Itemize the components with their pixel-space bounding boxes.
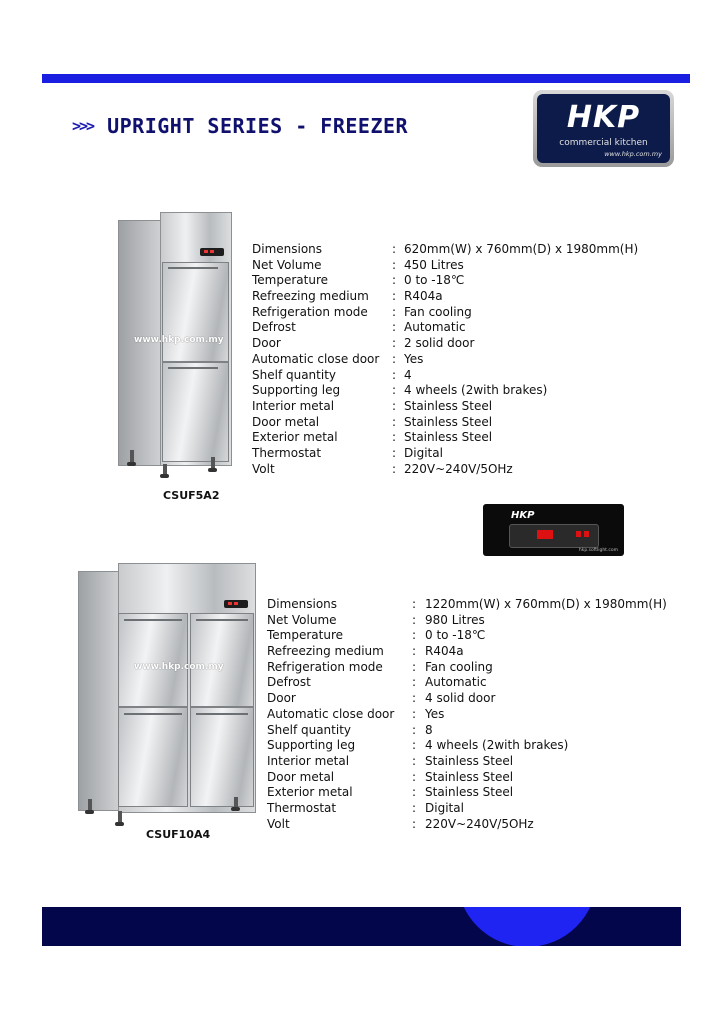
spec-row <box>267 644 667 660</box>
spec-value: 4 wheels (2with brakes) <box>404 383 548 398</box>
spec-label: Door <box>267 691 296 706</box>
thermostat-panel-image <box>483 504 624 556</box>
spec-row <box>267 613 667 629</box>
spec-row <box>267 738 667 754</box>
spec-separator: : <box>412 738 417 753</box>
spec-value: R404a <box>425 644 464 659</box>
spec-row <box>252 446 638 462</box>
spec-separator: : <box>392 336 397 351</box>
spec-label: Defrost <box>267 675 311 690</box>
spec-list <box>252 242 638 477</box>
page-title: UPRIGHT SERIES - FREEZER <box>107 114 409 138</box>
spec-label: Dimensions <box>252 242 323 256</box>
spec-row <box>252 242 638 258</box>
spec-value: 4 solid door <box>425 691 496 706</box>
spec-separator: : <box>392 351 397 366</box>
spec-row <box>252 399 638 415</box>
spec-label: Refreezing medium <box>267 644 384 659</box>
spec-separator: : <box>412 769 417 784</box>
spec-row <box>252 305 638 321</box>
display-panel-icon <box>200 248 224 256</box>
spec-label: Thermostat <box>252 445 322 460</box>
spec-separator: : <box>412 722 417 737</box>
spec-row <box>252 289 638 305</box>
hkp-logo <box>533 90 674 167</box>
display-panel-icon <box>224 600 248 608</box>
spec-separator: : <box>412 753 417 768</box>
spec-separator: : <box>392 367 397 382</box>
thermostat-brand: HKP <box>511 510 535 521</box>
spec-value: Automatic <box>425 675 487 690</box>
spec-value: Yes <box>425 706 445 721</box>
spec-row <box>252 258 638 274</box>
spec-row <box>252 273 638 289</box>
spec-value: 980 Litres <box>425 612 485 627</box>
spec-value: 0 to -18℃ <box>425 628 486 643</box>
logo-url: www.hkp.com.my <box>604 150 662 158</box>
spec-value: Automatic <box>404 320 466 335</box>
spec-separator: : <box>392 304 397 319</box>
spec-value: R404a <box>404 289 443 304</box>
spec-row <box>267 628 667 644</box>
spec-label: Thermostat <box>267 800 337 815</box>
thermostat-url: hkp.softlight.com <box>578 548 618 553</box>
model-name: CSUF5A2 <box>163 489 220 502</box>
spec-separator: : <box>392 398 397 413</box>
watermark-text: www.hkp.com.my <box>134 335 224 345</box>
spec-row <box>267 770 667 786</box>
spec-label: Exterior metal <box>267 785 353 800</box>
spec-label: Supporting leg <box>252 383 341 398</box>
spec-row <box>267 785 667 801</box>
spec-label: Defrost <box>252 320 296 335</box>
spec-separator: : <box>392 461 397 476</box>
spec-value: 8 <box>425 722 433 737</box>
spec-separator: : <box>412 800 417 815</box>
spec-value: Fan cooling <box>425 659 493 674</box>
spec-label: Dimensions <box>267 597 338 611</box>
spec-separator: : <box>412 659 417 674</box>
spec-value: 450 Litres <box>404 257 464 272</box>
spec-label: Door <box>252 336 281 351</box>
spec-label: Net Volume <box>252 257 322 272</box>
chevron-icon: >>> <box>72 117 94 135</box>
spec-value: Stainless Steel <box>404 430 493 445</box>
spec-value: 220V~240V/5OHz <box>425 816 534 831</box>
spec-row <box>267 597 667 613</box>
spec-separator: : <box>392 430 397 445</box>
spec-label: Temperature <box>252 273 329 288</box>
spec-value: 4 wheels (2with brakes) <box>425 738 569 753</box>
spec-row <box>252 336 638 352</box>
spec-row <box>252 368 638 384</box>
spec-row <box>252 415 638 431</box>
spec-row <box>252 320 638 336</box>
spec-value: 1220mm(W) x 760mm(D) x 1980mm(H) <box>425 597 667 611</box>
spec-value: Stainless Steel <box>404 414 493 429</box>
spec-row <box>267 660 667 676</box>
spec-separator: : <box>392 289 397 304</box>
spec-row <box>252 462 638 478</box>
spec-value: Stainless Steel <box>425 785 514 800</box>
spec-separator: : <box>392 383 397 398</box>
spec-separator: : <box>412 597 417 611</box>
spec-value: 0 to -18℃ <box>404 273 465 288</box>
spec-label: Refrigeration mode <box>267 659 383 674</box>
watermark-text: www.hkp.com.my <box>134 662 224 672</box>
spec-row <box>267 723 667 739</box>
spec-value: Digital <box>425 800 464 815</box>
spec-separator: : <box>392 242 397 256</box>
spec-label: Net Volume <box>267 612 337 627</box>
spec-label: Automatic close door <box>267 706 395 721</box>
spec-row <box>267 754 667 770</box>
spec-separator: : <box>412 706 417 721</box>
spec-separator: : <box>392 273 397 288</box>
model-name: CSUF10A4 <box>146 828 211 841</box>
spec-value: Stainless Steel <box>425 769 514 784</box>
top-divider-bar <box>42 74 690 83</box>
spec-label: Interior metal <box>252 398 335 413</box>
spec-value: Digital <box>404 445 443 460</box>
spec-separator: : <box>412 628 417 643</box>
logo-brand: HKP <box>566 100 641 135</box>
spec-row <box>267 675 667 691</box>
spec-separator: : <box>392 320 397 335</box>
spec-value: Stainless Steel <box>425 753 514 768</box>
spec-label: Door metal <box>252 414 320 429</box>
spec-label: Shelf quantity <box>267 722 352 737</box>
spec-label: Interior metal <box>267 753 350 768</box>
page-header <box>72 114 408 138</box>
spec-value: 4 <box>404 367 412 382</box>
spec-row <box>252 430 638 446</box>
spec-row <box>252 352 638 368</box>
led-display-icon <box>537 530 553 539</box>
spec-label: Door metal <box>267 769 335 784</box>
spec-label: Volt <box>252 461 275 476</box>
spec-label: Volt <box>267 816 290 831</box>
spec-separator: : <box>412 691 417 706</box>
spec-label: Shelf quantity <box>252 367 337 382</box>
spec-separator: : <box>412 785 417 800</box>
spec-row <box>267 707 667 723</box>
spec-label: Temperature <box>267 628 344 643</box>
spec-row <box>267 801 667 817</box>
spec-value: Stainless Steel <box>404 398 493 413</box>
freezer-image-4-door <box>78 563 256 831</box>
spec-list <box>267 597 667 832</box>
spec-value: Fan cooling <box>404 304 472 319</box>
spec-label: Refrigeration mode <box>252 304 368 319</box>
freezer-image-2-door <box>118 212 232 478</box>
spec-value: Yes <box>404 351 424 366</box>
decorative-arc <box>457 907 597 946</box>
spec-value: 2 solid door <box>404 336 475 351</box>
spec-label: Automatic close door <box>252 351 380 366</box>
spec-separator: : <box>392 414 397 429</box>
spec-value: 620mm(W) x 760mm(D) x 1980mm(H) <box>404 242 639 256</box>
spec-separator: : <box>412 816 417 831</box>
spec-label: Supporting leg <box>267 738 356 753</box>
spec-row <box>252 383 638 399</box>
spec-row <box>267 691 667 707</box>
spec-separator: : <box>412 644 417 659</box>
logo-subtitle: commercial kitchen <box>559 138 648 148</box>
spec-separator: : <box>392 257 397 272</box>
spec-row <box>267 817 667 833</box>
spec-separator: : <box>412 612 417 627</box>
bottom-banner <box>42 907 681 946</box>
spec-label: Refreezing medium <box>252 289 369 304</box>
spec-separator: : <box>392 445 397 460</box>
spec-label: Exterior metal <box>252 430 338 445</box>
spec-value: 220V~240V/5OHz <box>404 461 513 476</box>
spec-separator: : <box>412 675 417 690</box>
